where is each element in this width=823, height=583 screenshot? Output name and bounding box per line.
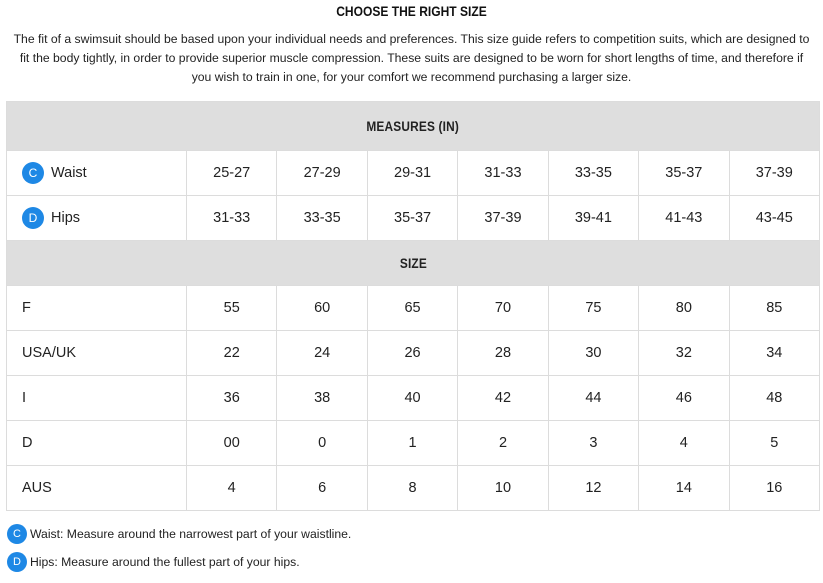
table-cell: 60 (277, 286, 367, 331)
table-cell: 37-39 (729, 151, 819, 196)
badge-c-icon: C (7, 524, 27, 544)
row-label-usa-uk: USA/UK (7, 331, 187, 376)
table-row-f (7, 286, 820, 331)
table-cell: 39-41 (548, 196, 638, 241)
hips-note (7, 552, 300, 572)
badge-d-icon: D (22, 207, 44, 229)
row-label-text: Hips (51, 210, 81, 226)
table-cell: 32 (639, 331, 729, 376)
table-cell: 26 (367, 331, 457, 376)
page-title: CHOOSE THE RIGHT SIZE (336, 3, 487, 19)
table-cell: 85 (729, 286, 819, 331)
table-cell: 4 (187, 466, 277, 511)
table-cell: 16 (729, 466, 819, 511)
table-cell: 00 (187, 421, 277, 466)
hips-note-text: Hips: Measure around the fullest part of your hips. (30, 555, 300, 569)
table-cell: 36 (187, 376, 277, 421)
table-cell: 38 (277, 376, 367, 421)
row-label-text: Waist (51, 165, 87, 181)
table-cell: 14 (639, 466, 729, 511)
table-cell: 28 (458, 331, 548, 376)
table-cell: 34 (729, 331, 819, 376)
table-cell: 43-45 (729, 196, 819, 241)
table-cell: 40 (367, 376, 457, 421)
table-cell: 46 (639, 376, 729, 421)
badge-d-icon: D (7, 552, 27, 572)
waist-note (7, 524, 351, 544)
table-row-i (7, 376, 820, 421)
table-cell: 0 (277, 421, 367, 466)
measures-header-row (7, 102, 820, 151)
table-cell: 29-31 (367, 151, 457, 196)
size-heading: SIZE (7, 241, 820, 286)
table-cell: 10 (458, 466, 548, 511)
table-cell: 31-33 (458, 151, 548, 196)
table-cell: 41-43 (639, 196, 729, 241)
intro-paragraph: The fit of a swimsuit should be based upon your individual needs and preferences. This size guide refers to competition suits, which are designed to fit the body tightly, in order to provide superior muscle compression. These suits are designed to be worn for short lengths of time, and therefore if you wish to train in one, for your comfort we recommend purchasing a larger size. (13, 32, 810, 84)
table-cell: 33-35 (277, 196, 367, 241)
size-guide-table (6, 101, 820, 511)
table-row-usa-uk (7, 331, 820, 376)
table-cell: 2 (458, 421, 548, 466)
table-cell: 30 (548, 331, 638, 376)
table-cell: 8 (367, 466, 457, 511)
table-cell: 25-27 (187, 151, 277, 196)
table-row-waist (7, 151, 820, 196)
row-label-hips (7, 196, 187, 241)
row-label-waist (7, 151, 187, 196)
row-label-i: I (7, 376, 187, 421)
table-cell: 1 (367, 421, 457, 466)
waist-note-text: Waist: Measure around the narrowest part of your waistline. (30, 527, 352, 541)
table-cell: 80 (639, 286, 729, 331)
table-cell: 6 (277, 466, 367, 511)
row-label-aus: AUS (7, 466, 187, 511)
row-label-f: F (7, 286, 187, 331)
badge-c-icon: C (22, 162, 44, 184)
table-cell: 65 (367, 286, 457, 331)
table-cell: 24 (277, 331, 367, 376)
table-row-hips (7, 196, 820, 241)
measures-heading: MEASURES (IN) (7, 102, 820, 151)
table-cell: 33-35 (548, 151, 638, 196)
table-cell: 5 (729, 421, 819, 466)
table-cell: 55 (187, 286, 277, 331)
table-row-d (7, 421, 820, 466)
size-header-row (7, 241, 820, 286)
table-cell: 44 (548, 376, 638, 421)
table-cell: 31-33 (187, 196, 277, 241)
table-cell: 12 (548, 466, 638, 511)
table-cell: 37-39 (458, 196, 548, 241)
table-cell: 4 (639, 421, 729, 466)
table-cell: 3 (548, 421, 638, 466)
table-row-aus (7, 466, 820, 511)
table-cell: 48 (729, 376, 819, 421)
table-cell: 35-37 (639, 151, 729, 196)
table-cell: 35-37 (367, 196, 457, 241)
table-cell: 22 (187, 331, 277, 376)
table-cell: 42 (458, 376, 548, 421)
table-cell: 75 (548, 286, 638, 331)
table-cell: 70 (458, 286, 548, 331)
row-label-d: D (7, 421, 187, 466)
table-cell: 27-29 (277, 151, 367, 196)
